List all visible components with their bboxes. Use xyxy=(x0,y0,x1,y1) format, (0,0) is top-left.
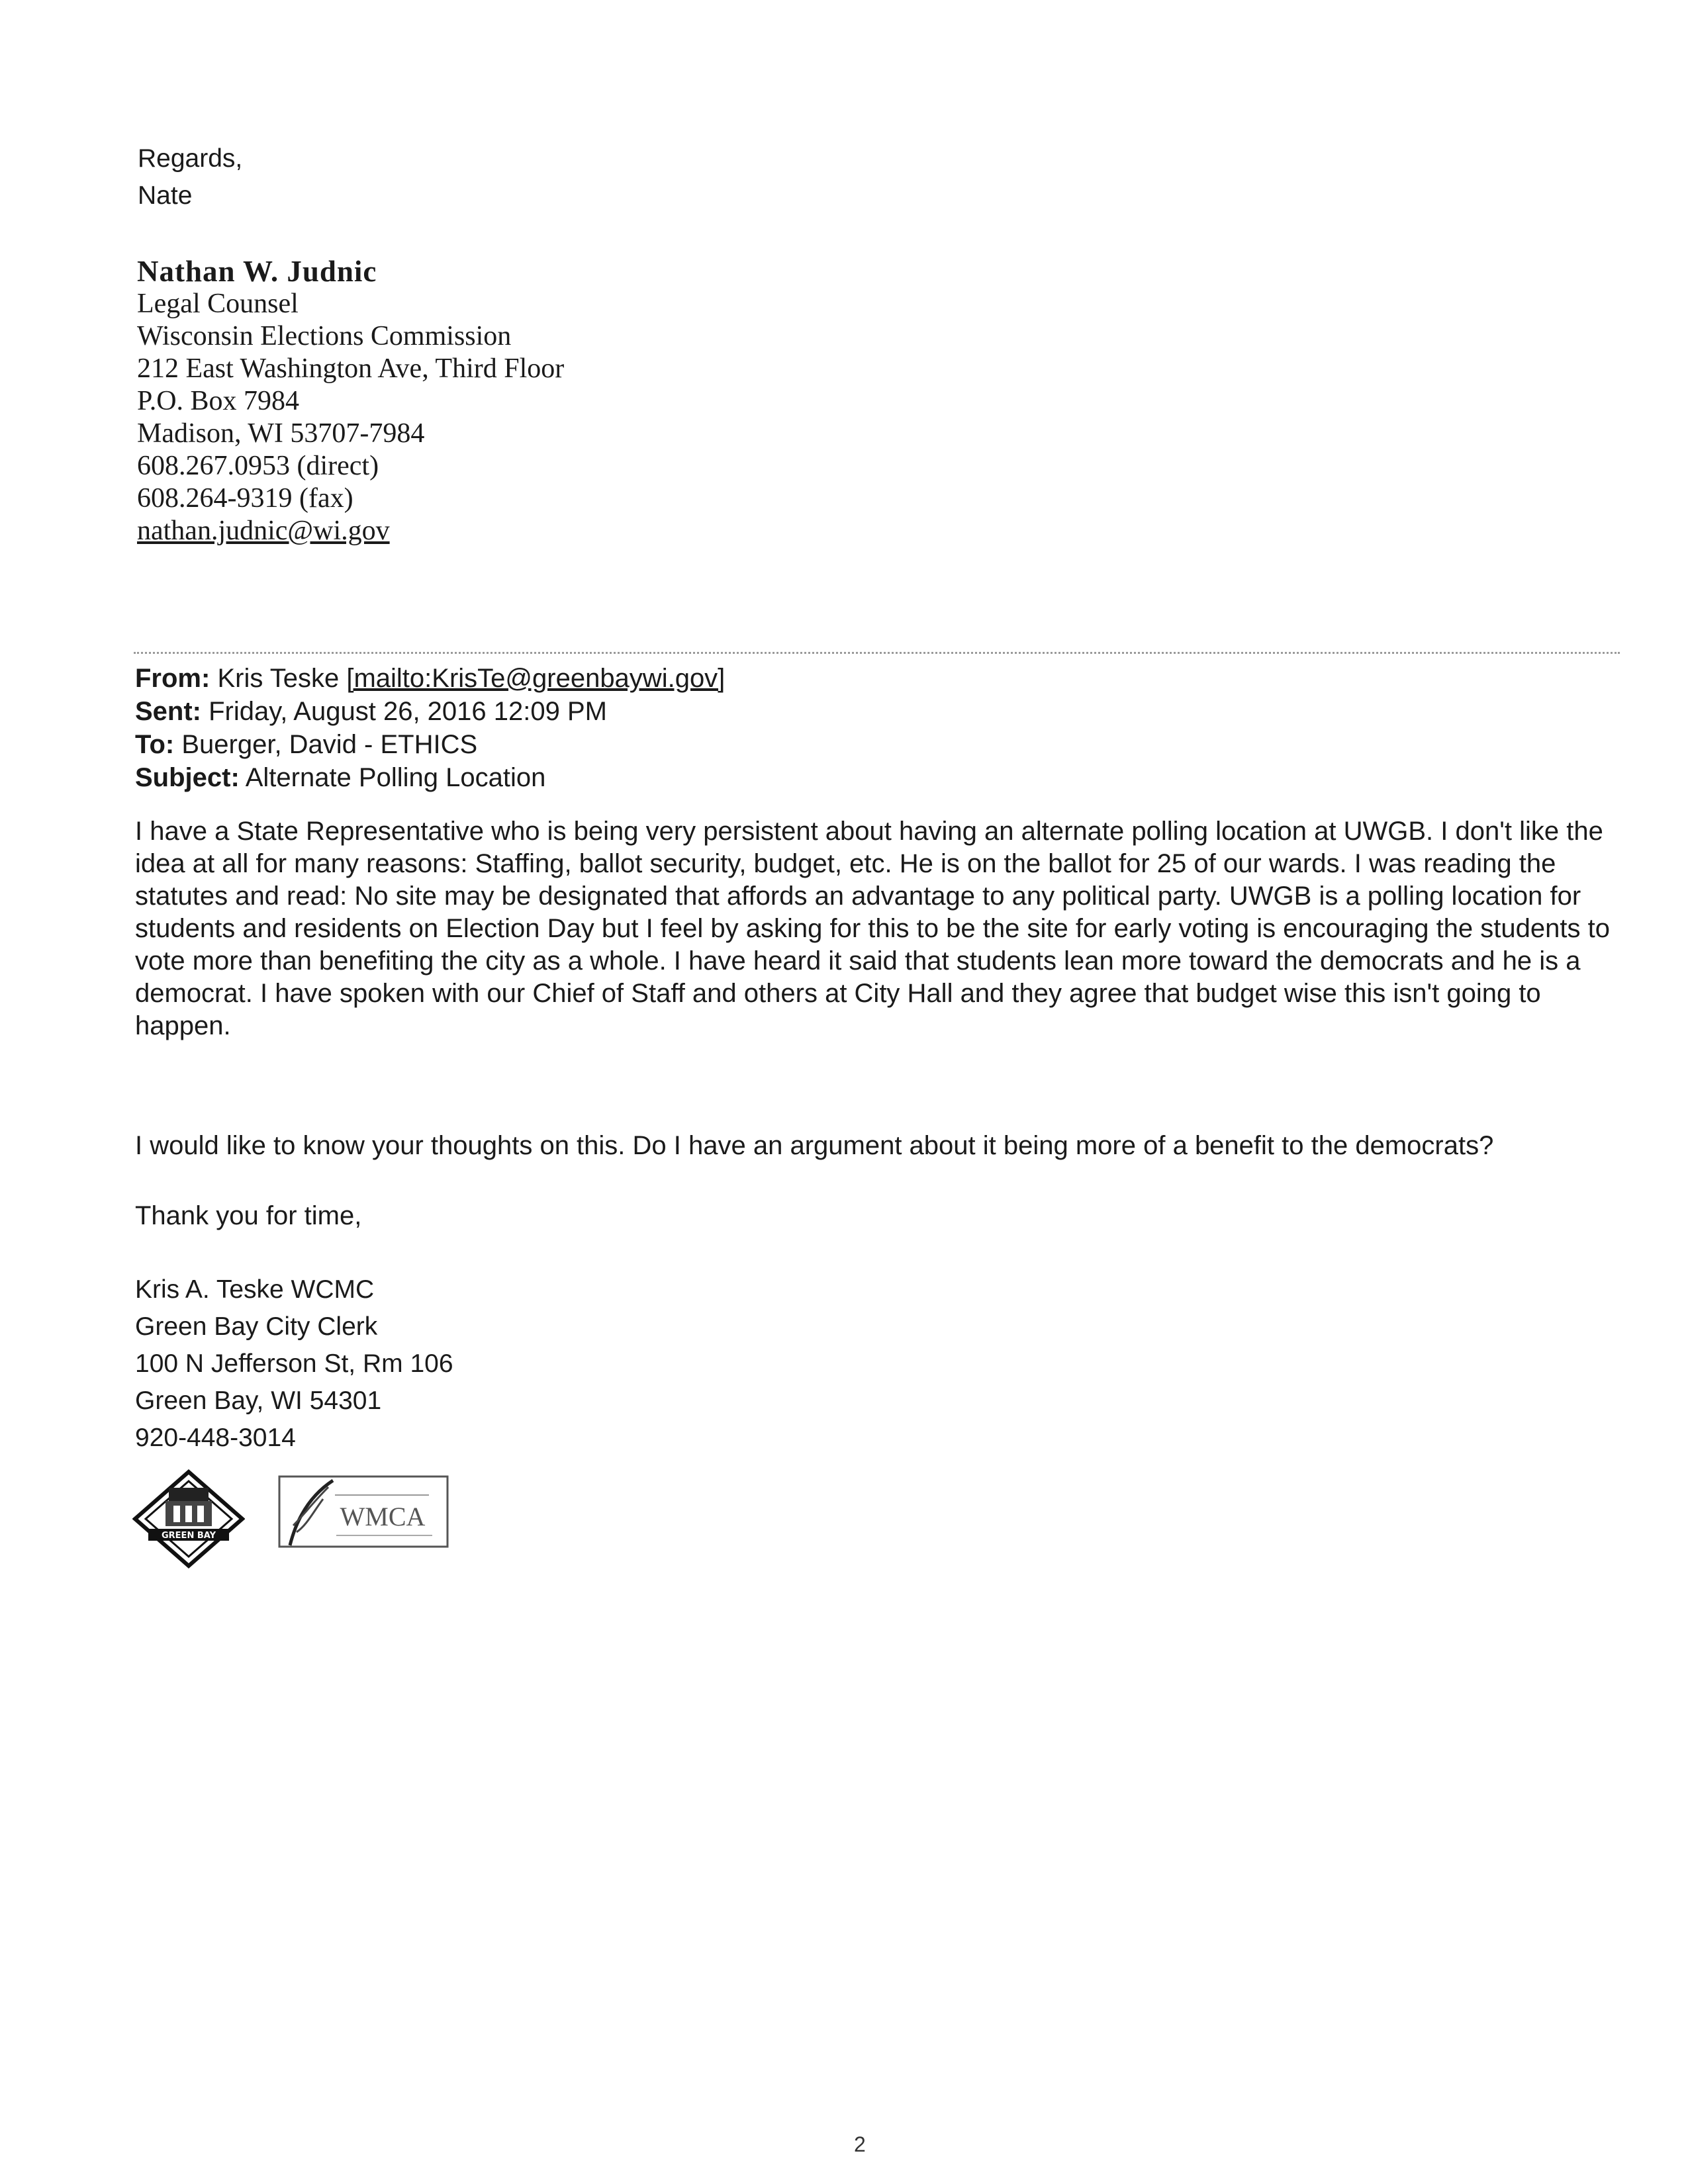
clerk-phone: 920-448-3014 xyxy=(135,1424,296,1452)
signature-title: Legal Counsel xyxy=(137,289,299,319)
subject-row xyxy=(135,761,725,794)
from-row xyxy=(135,662,725,695)
to-label: To: xyxy=(135,730,175,759)
to-value: Buerger, David - ETHICS xyxy=(181,730,478,759)
seal-text: GREEN BAY xyxy=(162,1531,216,1541)
wmca-text: WMCA xyxy=(340,1502,426,1531)
clerk-address: 100 N Jefferson St, Rm 106 xyxy=(135,1349,453,1378)
signature-city-state-zip: Madison, WI 53707-7984 xyxy=(137,418,425,449)
signature-phone-direct: 608.267.0953 (direct) xyxy=(137,451,379,481)
signature-po-box: P.O. Box 7984 xyxy=(137,386,300,416)
subject-value: Alternate Polling Location xyxy=(245,763,546,792)
forwarded-email-header xyxy=(135,662,725,794)
clerk-signature xyxy=(135,1271,453,1457)
signature-name: Nathan W. Judnic xyxy=(137,255,377,288)
email-separator xyxy=(134,652,1620,654)
signature-phone-fax: 608.264-9319 (fax) xyxy=(137,483,353,514)
signature-organization: Wisconsin Elections Commission xyxy=(137,321,512,351)
sent-label: Sent: xyxy=(135,697,201,726)
reply-closing xyxy=(138,140,242,214)
sender-first-name: Nate xyxy=(138,181,193,210)
clerk-name: Kris A. Teske WCMC xyxy=(135,1275,375,1304)
green-bay-seal-logo xyxy=(132,1469,245,1569)
message-paragraph-2: I would like to know your thoughts on this. Do I have an argument about it being more of a benefit to the democrats? xyxy=(135,1131,1494,1160)
page-number: 2 xyxy=(854,2132,866,2156)
from-value: Kris Teske xyxy=(217,664,347,693)
message-paragraph-1: I have a State Representative who is being very persistent about having an alternate polling location at UWGB. I don't like the idea at all for many reasons: Staffing, ballot security, budget, etc. He is on the ballot for 25 of our wards. I was reading the statutes and read: No site may be designated that affords an advantage to any political party. UWGB is a polling location for students and residents on Election Day but I feel by asking for this to be the site for early voting is encouraging the students to vote more than benefiting the city as a whole. I have heard it said that students lean more toward the democrats and he is a democrat. I have spoken with our Chief of Staff and others at City Hall and they agree that budget wise this isn't going to happen. xyxy=(135,817,1610,1040)
to-row xyxy=(135,728,725,761)
message-body xyxy=(135,815,1631,1042)
message-closing-text: Thank you for time, xyxy=(135,1201,362,1230)
clerk-title: Green Bay City Clerk xyxy=(135,1312,378,1341)
message-closing xyxy=(135,1200,1631,1232)
clerk-city-state-zip: Green Bay, WI 54301 xyxy=(135,1387,382,1415)
signature-email-link[interactable]: nathan.judnic@wi.gov xyxy=(137,516,390,546)
message-question xyxy=(135,1130,1631,1162)
regards-text: Regards, xyxy=(138,144,243,173)
from-label: From: xyxy=(135,664,211,693)
legal-counsel-signature xyxy=(137,255,564,547)
sent-value: Friday, August 26, 2016 12:09 PM xyxy=(209,697,607,726)
subject-label: Subject: xyxy=(135,763,240,792)
sent-row xyxy=(135,695,725,728)
signature-address: 212 East Washington Ave, Third Floor xyxy=(137,353,565,384)
from-mailto-link[interactable]: [mailto:KrisTe@greenbaywi.gov] xyxy=(346,664,726,693)
wmca-logo xyxy=(277,1473,450,1551)
